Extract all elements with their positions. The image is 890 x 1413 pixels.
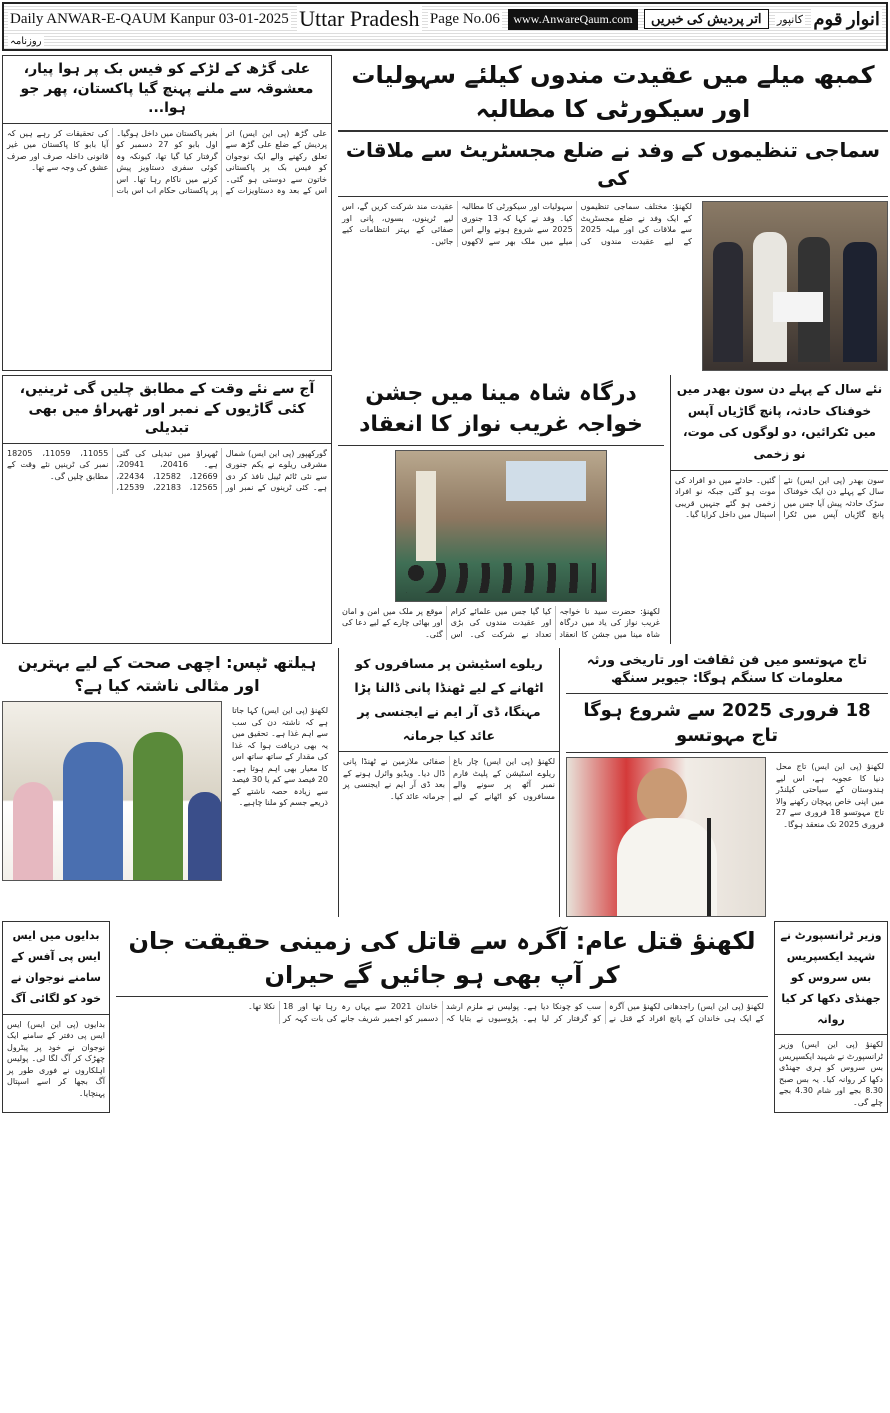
- article-budaun: [2, 921, 110, 1113]
- article-body: لکھنؤ (پی این ایس) وزیر ٹرانسپورٹ نے شہید ایکسپریس بس سروس کو ہری جھنڈی دکھا کر روانہ کیا۔ یہ بس صبح 8.30 بجے اور شام 4.30 بجے چلے گی۔: [779, 1040, 884, 1107]
- band-middle: [2, 375, 888, 644]
- article-body: لکھنؤ: مختلف سماجی تنظیموں کے ایک وفد نے ضلع مجسٹریٹ سے ملاقات کی اور میلہ 2025 کے لیے عقیدت مندوں کی سہولیات اور سیکورٹی کا مطالبہ کیا۔ وفد نے کہا کہ 13 جنوری 2025 سے شروع ہونے والے اس میلے میں ملک بھر سے لاکھوں عقیدت مند شرکت کریں گے، اس لیے ٹرینوں، بسوں، پانی اور صفائی کے بہتر انتظامات کیے جائیں۔: [342, 202, 692, 246]
- headline: نئے سال کے پہلے دن سون بھدر میں خوفناک حادثہ، پانچ گاڑیاں آپس میں ٹکرائیں، دو لوگوں کی موت، نو زخمی: [671, 375, 888, 470]
- article-dargah: [338, 375, 664, 644]
- headline: آج سے نئے وقت کے مطابق چلیں گی ٹرینیں، کئی گاڑیوں کے نمبر اور ٹھہراؤ میں بھی تبدیلی: [3, 376, 331, 444]
- paper-date: Daily ANWAR-E-QAUM Kanpur 03-01-2025: [10, 10, 289, 27]
- headline: درگاہ شاہ مینا میں جشن خواجہ غریب نواز کا انعقاد: [338, 375, 664, 446]
- headline: تاج مہوتسو میں فن ثقافت اور تاریخی ورثہ معلومات کا سنگم ہوگا: جیویر سنگھ: [586, 653, 868, 687]
- headline: بدایوں میں ایس ایس پی آفس کے سامنے نوجوان نے خود کو لگائی آگ: [3, 922, 109, 1015]
- article-body: لکھنؤ (پی این ایس) کہا جاتا ہے کہ ناشتہ دن کی سب سے اہم غذا ہے۔ تحقیق میں یہ بھی دریافت ہوا کہ غذا کی مقدار کے ساتھ ساتھ اس کا معیار بھی اہم ہوتا ہے۔ 20 فیصد سے کم یا 30 فیصد سے زیادہ حصہ ناشتے کے ذریعے جسم کو ملنا چاہیے۔: [232, 706, 329, 808]
- masthead: [2, 2, 888, 51]
- headline: ریلوے اسٹیشن پر مسافروں کو اٹھانے کے لیے ٹھنڈا پانی ڈالنا پڑا مہنگا، ڈی آر ایم نے ایجنسی پر عائد کیا جرمانہ: [339, 648, 559, 752]
- article-body: بدایوں (پی این ایس) ایس ایس پی دفتر کے سامنے ایک نوجوان نے خود پر پیٹرول چھڑک کر آگ لگا لی۔ پولیس اہلکاروں نے فوری طور پر آگ بجھا کر اسے اسپتال پہنچایا۔: [7, 1019, 105, 1098]
- band-top: [2, 55, 888, 371]
- page-number: Page No.06: [429, 10, 500, 27]
- article-aligarh: [2, 55, 332, 371]
- photo-dargah-gathering: [395, 450, 607, 602]
- article-railway: [338, 648, 560, 917]
- article-lucknow: [116, 921, 768, 1113]
- photo-minister-speaking: [566, 757, 766, 917]
- article-body: لکھنؤ (پی این ایس) چار باغ ریلوے اسٹیشن کے پلیٹ فارم نمبر آٹھ پر سونے والے مسافروں کو اٹھانے کے لیے صفائی ملازمین نے ٹھنڈا پانی ڈال دیا۔ ویڈیو وائرل ہونے کے بعد ڈی آر ایم نے ایجنسی پر جرمانہ عائد کیا۔: [343, 757, 555, 801]
- headline: علی گڑھ کے لڑکے کو فیس بک پر ہوا پیار، معشوقہ سے ملنے پہنچ گیا پاکستان، پھر جو ہوا...: [3, 56, 331, 124]
- headline: ہیلتھ ٹپس: اچھی صحت کے لیے بہترین اور مثالی ناشتہ کیا ہے؟: [17, 653, 317, 695]
- article-health: [2, 648, 332, 917]
- article-body: سون بھدر (پی این ایس) نئے سال کے پہلے دن ایک خوفناک سڑک حادثہ پیش آیا جس میں پانچ گاڑیاں آپس میں ٹکرا گئیں۔ حادثے میں دو افراد کی موت ہو گئی جبکہ نو افراد زخمی ہو گئے جنہیں قریبی اسپتال میں داخل کرایا گیا۔: [675, 475, 884, 520]
- subheadline: 18 فروری 2025 سے شروع ہوگا تاج مہوتسو: [566, 693, 888, 753]
- city-label: کانپور: [776, 13, 803, 26]
- article-body: لکھنؤ (پی این ایس) تاج محل دنیا کا عجوبہ ہے، اس لیے ہندوستان کے سیاحتی کیلنڈر میں اپنی خاص پہچان رکھنے والا تاج مہوتسو 18 فروری سے 27 فروری 2025 تک منعقد ہوگا۔: [776, 762, 885, 829]
- subheadline: سماجی تنظیموں کے وفد نے ضلع مجسٹریٹ سے ملاقات کی: [345, 138, 881, 191]
- article-body: لکھنؤ (پی این ایس) راجدھانی لکھنؤ میں آگرہ کے ایک ہی خاندان کے پانچ افراد کے قتل نے سب کو چونکا دیا ہے۔ پولیس نے ملزم ارشد کو گرفتار کر لیا ہے۔ پڑوسیوں نے بتایا کہ خاندان 2021 سے یہاں رہ رہا تھا اور 18 دسمبر کو اجمیر شریف جانے کی بات کہہ کر نکلا تھا۔: [248, 1002, 764, 1023]
- photo-delegation-meeting: [702, 201, 888, 371]
- band-bottom: [2, 921, 888, 1113]
- article-body: گورکھپور (پی این ایس) شمال مشرقی ریلوے نے یکم جنوری سے نئی ٹائم ٹیبل نافذ کر دی ہے۔ کئی ٹرینوں کے نمبر اور ٹھہراؤ میں تبدیلی کی گئی ہے۔ 20416، 20941، 12669، 12582، 22434، 12565، 22183، 12539، 11055، 11059، 18205 نمبر کی ٹرینیں نئے وقت کے مطابق چلیں گی۔: [7, 448, 327, 493]
- headline: کمبھ میلے میں عقیدت مندوں کیلئے سہولیات اور سیکورٹی کا مطالبہ: [351, 61, 875, 123]
- article-trains: [2, 375, 332, 644]
- headline: لکھنؤ قتل عام: آگرہ سے قاتل کی زمینی حقیقت جان کر آپ بھی ہو جائیں گے حیران: [116, 921, 768, 997]
- article-body: لکھنؤ: حضرت سید نا خواجہ غریب نواز کی یاد میں درگاہ شاہ مینا میں جشن کا انعقاد کیا گیا جس میں علمائے کرام اور عقیدت مندوں کی بڑی تعداد نے شرکت کی۔ اس موقع پر ملک میں امن و امان اور بھائی چارے کے لیے دعا کی گئی۔: [342, 606, 660, 639]
- daily-label: روزنامہ: [10, 36, 42, 47]
- article-sonbhadra: [670, 375, 888, 644]
- article-kumbh: [338, 55, 888, 371]
- article-transport: [774, 921, 888, 1113]
- region-title: Uttar Pradesh: [299, 6, 420, 31]
- band-lower: [2, 648, 888, 917]
- newspaper-logo: انوار قوم: [813, 8, 880, 29]
- headline: وزیر ٹرانسپورٹ نے شہید ایکسپریس بس سروس کو جھنڈی دکھا کر کیا روانہ: [775, 922, 887, 1035]
- photo-family-breakfast: [2, 701, 222, 881]
- article-body: علی گڑھ (پی این ایس) اتر پردیش کے ضلع علی گڑھ سے تعلق رکھنے والے ایک نوجوان کو فیس بک پر پاکستانی خاتون سے دوستی ہو گئی۔ اس کے بعد وہ دستاویزات کے بغیر پاکستان میں داخل ہوگیا۔ اول بابو کو 27 دسمبر کو گرفتار کیا گیا تھا، کیونکہ وہ کوئی سفری دستاویز پیش کرنے میں ناکام رہا تھا۔ اس پر پاکستانی حکام اب اس بات کی تحقیقات کر رہے ہیں کہ آیا بابو کا پاکستان میں غیر قانونی داخلہ صرف اور صرف عشق کی وجہ سے تھا۔: [7, 128, 327, 196]
- article-taj: [566, 648, 888, 917]
- section-label: اتر پردیش کی خبریں: [644, 9, 769, 29]
- website-link[interactable]: www.AnwareQaum.com: [508, 9, 637, 30]
